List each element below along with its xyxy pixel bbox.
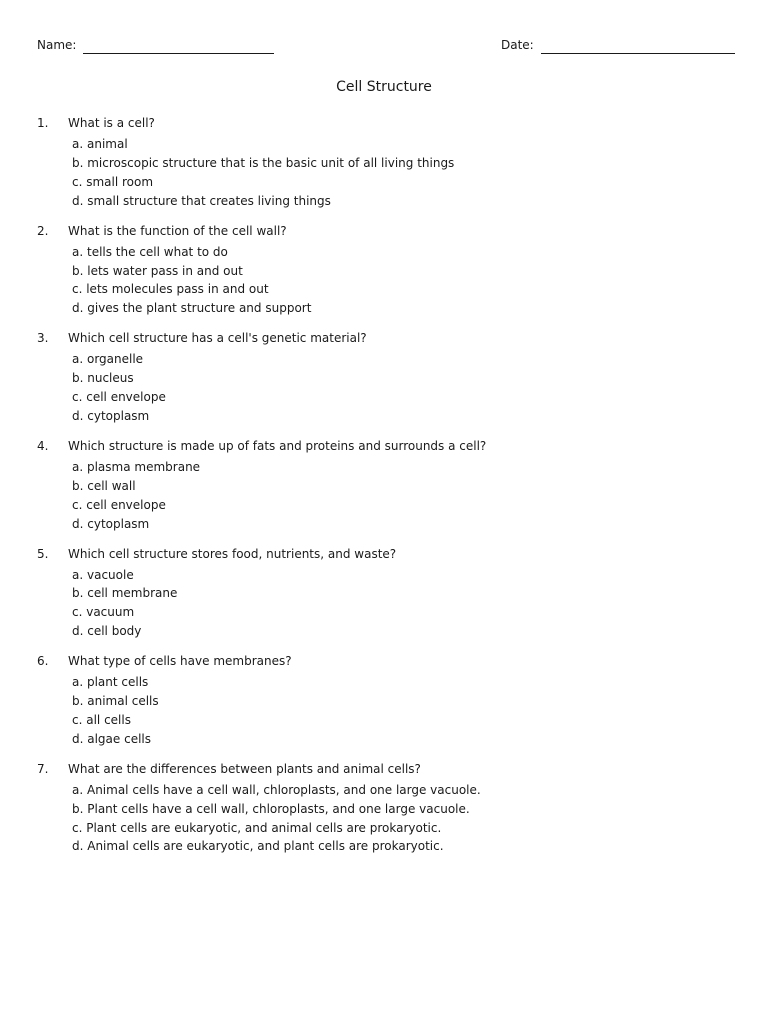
answer-option: d. cytoplasm <box>72 516 150 531</box>
question-text: What are the differences between plants and animal cells? <box>68 761 421 776</box>
answer-option: c. small room <box>72 174 154 189</box>
question-3 <box>37 329 737 426</box>
answer-option: b. lets water pass in and out <box>72 263 243 278</box>
question-text: What is the function of the cell wall? <box>68 223 287 238</box>
answer-option: a. Animal cells have a cell wall, chloroplasts, and one large vacuole. <box>72 782 481 797</box>
name-label: Name: <box>37 38 77 52</box>
question-number: 5. <box>37 546 49 561</box>
question-text: Which cell structure stores food, nutrients, and waste? <box>68 546 397 561</box>
question-row <box>37 652 737 670</box>
question-text: Which structure is made up of fats and proteins and surrounds a cell? <box>68 438 487 453</box>
question-number: 1. <box>37 116 49 130</box>
question-number: 7. <box>37 761 49 776</box>
worksheet-title: Cell Structure <box>336 79 432 95</box>
answer-option: d. Animal cells are eukaryotic, and plant cells are prokaryotic. <box>72 839 444 854</box>
answer-option: c. vacuum <box>72 605 135 620</box>
worksheet-header <box>37 36 733 54</box>
question-number: 3. <box>37 331 49 346</box>
question-list <box>37 114 737 867</box>
answer-options <box>72 243 737 319</box>
answer-option: b. cell membrane <box>72 586 178 601</box>
question-4 <box>37 437 737 534</box>
answer-option: b. animal cells <box>72 694 159 709</box>
question-1 <box>37 114 737 211</box>
question-number: 4. <box>37 438 49 453</box>
answer-option: a. plasma membrane <box>72 459 201 474</box>
question-5 <box>37 545 737 642</box>
answer-options <box>72 673 737 749</box>
answer-option: b. nucleus <box>72 371 134 386</box>
answer-option: a. organelle <box>72 352 144 367</box>
answer-option: b. Plant cells have a cell wall, chloroplasts, and one large vacuole. <box>72 801 470 816</box>
answer-option: d. algae cells <box>72 731 152 746</box>
answer-option: d. gives the plant structure and support <box>72 301 312 316</box>
answer-option: c. cell envelope <box>72 390 166 405</box>
question-row <box>37 114 737 132</box>
question-text: What is a cell? <box>68 116 155 130</box>
answer-option: a. animal <box>72 137 128 151</box>
question-number: 6. <box>37 654 49 669</box>
question-number: 2. <box>37 223 49 238</box>
question-row <box>37 545 737 563</box>
answer-option: c. lets molecules pass in and out <box>72 282 269 297</box>
answer-option: b. microscopic structure that is the basic unit of all living things <box>72 155 455 170</box>
answer-options <box>72 458 737 534</box>
answer-options <box>72 135 737 211</box>
answer-option: c. all cells <box>72 712 131 727</box>
question-text: What type of cells have membranes? <box>68 654 292 669</box>
question-row <box>37 760 737 778</box>
question-row <box>37 437 737 455</box>
answer-options <box>72 781 737 857</box>
answer-option: a. plant cells <box>72 675 149 690</box>
date-blank-line <box>541 40 735 54</box>
answer-options <box>72 350 737 426</box>
answer-option: d. small structure that creates living things <box>72 193 331 208</box>
answer-option: a. tells the cell what to do <box>72 244 228 259</box>
question-row <box>37 222 737 240</box>
answer-option: d. cell body <box>72 624 142 639</box>
question-2 <box>37 222 737 319</box>
question-7 <box>37 760 737 857</box>
date-label: Date: <box>501 38 534 52</box>
answer-option: d. cytoplasm <box>72 408 150 423</box>
answer-option: c. cell envelope <box>72 497 166 512</box>
answer-option: a. vacuole <box>72 567 134 582</box>
question-text: Which cell structure has a cell's genetic material? <box>68 331 367 346</box>
name-field <box>37 36 274 54</box>
answer-option: c. Plant cells are eukaryotic, and animal cells are prokaryotic. <box>72 820 442 835</box>
date-field <box>501 36 735 54</box>
answer-options <box>72 566 737 642</box>
question-row <box>37 329 737 347</box>
name-blank-line <box>83 40 274 54</box>
question-6 <box>37 652 737 749</box>
answer-option: b. cell wall <box>72 478 136 493</box>
